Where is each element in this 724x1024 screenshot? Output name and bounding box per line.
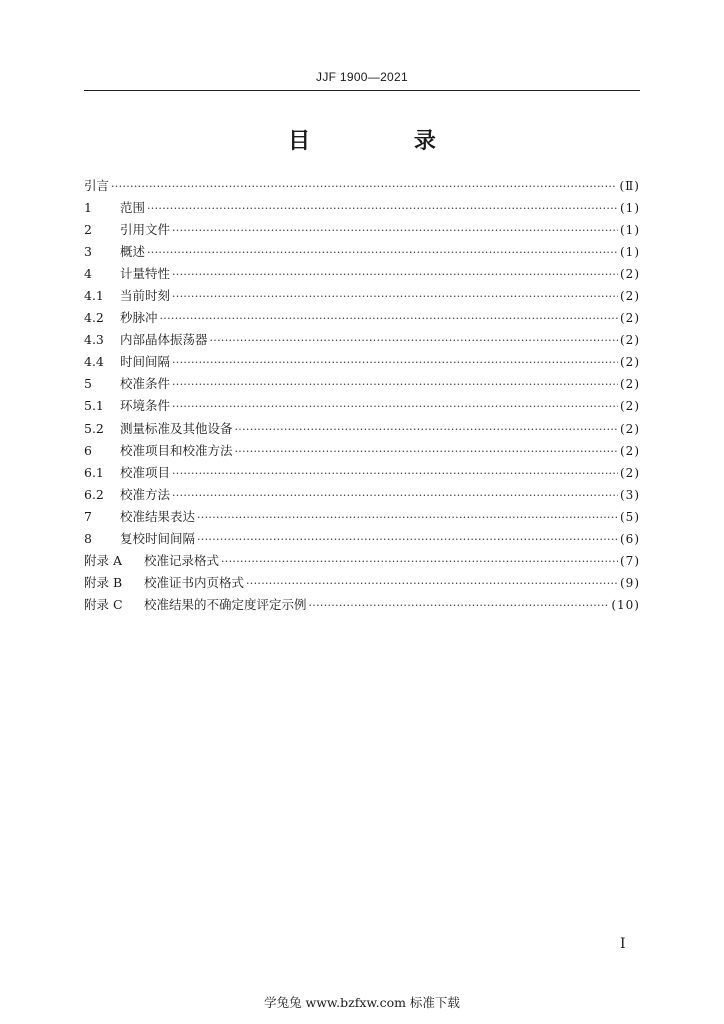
toc-entry-page: (2) (620, 355, 640, 370)
toc-entry-number: 4.1 (84, 288, 104, 304)
toc-entry-page: (5) (620, 509, 640, 524)
toc-entry-page: (Ⅱ) (619, 179, 640, 193)
toc-leader-dots (172, 220, 618, 242)
toc-entry (84, 484, 640, 506)
toc-entry-title: 概述 (120, 244, 146, 260)
toc-entry-title: 复校时间间隔 (120, 530, 196, 546)
toc-entry (84, 572, 640, 594)
page-number: Ⅰ (620, 936, 626, 952)
toc-entry-page: (2) (620, 399, 640, 414)
toc-entry-number: 6.2 (84, 486, 104, 502)
toc-leader-dots (197, 529, 618, 551)
toc-entry-title: 校准记录格式 (144, 552, 220, 568)
toc-entry-title: 测量标准及其他设备 (120, 420, 233, 436)
toc-entry (84, 351, 640, 373)
toc-entry (84, 241, 640, 263)
toc-entry-title: 内部晶体振荡器 (120, 332, 208, 348)
toc-entry-number: 8 (84, 530, 92, 546)
toc-entry-number: 2 (84, 222, 92, 238)
toc-entry-number: 6.1 (84, 464, 104, 480)
toc-entry-page: (2) (620, 289, 640, 304)
toc-leader-dots (160, 308, 618, 330)
toc-entry-title: 校准方法 (120, 486, 171, 502)
toc-entry-page: (1) (620, 223, 640, 238)
toc-leader-dots (210, 330, 618, 352)
toc-leader-dots (235, 441, 618, 463)
toc-entry-number: 5.2 (84, 420, 104, 436)
toc-entry-number: 附录 A (84, 552, 123, 568)
toc-entry-number: 附录 C (84, 596, 123, 612)
toc-entry-title: 引用文件 (120, 222, 171, 238)
toc-entry (84, 307, 640, 329)
toc-entry-title: 校准证书内页格式 (144, 574, 245, 590)
toc-entry (84, 594, 640, 616)
standard-code-header: JJF 1900—2021 (316, 70, 408, 84)
toc-leader-dots (172, 463, 618, 485)
toc-entry (84, 219, 640, 241)
toc-leader-dots (147, 198, 618, 220)
toc-entry-number: 4.4 (84, 354, 104, 370)
toc-entry-page: (2) (620, 421, 640, 436)
toc-entry-title: 校准结果表达 (120, 508, 196, 524)
toc-entry (84, 285, 640, 307)
toc-entry-title: 秒脉冲 (120, 310, 158, 326)
toc-entry-title: 环境条件 (120, 398, 171, 414)
toc-entry-number: 4.2 (84, 310, 104, 326)
toc-entry-number: 5.1 (84, 398, 104, 414)
toc-leader-dots (172, 374, 618, 396)
toc-entry (84, 197, 640, 219)
toc-entry-title: 引言 (84, 178, 110, 193)
toc-leader-dots (172, 264, 618, 286)
toc-entry-number: 7 (84, 508, 92, 524)
toc-entry-page: (3) (620, 487, 640, 502)
toc-entry-page: (10) (611, 597, 640, 612)
toc-entry-page: (2) (620, 377, 640, 392)
toc-entry (84, 263, 640, 285)
toc-leader-dots (235, 419, 618, 441)
toc-entry-number: 6 (84, 442, 92, 458)
toc-entry (84, 373, 640, 395)
toc-leader-dots (147, 242, 618, 264)
toc-entry-number: 4 (84, 266, 92, 282)
toc-leader-dots (172, 286, 618, 308)
toc-leader-dots (172, 352, 618, 374)
toc-leader-dots (221, 551, 618, 573)
toc-entry-number: 5 (84, 376, 92, 392)
toc-entry-title: 校准结果的不确定度评定示例 (144, 596, 307, 612)
header-rule (84, 90, 640, 91)
table-of-contents (84, 175, 640, 616)
toc-entry-title: 范围 (120, 200, 146, 216)
toc-entry (84, 418, 640, 440)
toc-entry-title: 校准项目 (120, 464, 171, 480)
toc-entry-page: (2) (620, 465, 640, 480)
toc-entry (84, 506, 640, 528)
toc-leader-dots (172, 396, 618, 418)
toc-leader-dots (309, 595, 610, 617)
toc-title: 目 录 (288, 128, 484, 154)
toc-leader-dots (172, 485, 618, 507)
toc-entry (84, 175, 640, 197)
toc-entry-page: (2) (620, 267, 640, 282)
toc-entry (84, 440, 640, 462)
toc-entry-title: 当前时刻 (120, 288, 171, 304)
toc-entry (84, 395, 640, 417)
toc-entry-title: 校准条件 (120, 376, 171, 392)
toc-entry-page: (2) (620, 443, 640, 458)
toc-entry (84, 462, 640, 484)
toc-entry-page: (2) (620, 311, 640, 326)
toc-entry-title: 时间间隔 (120, 354, 171, 370)
toc-entry-page: (2) (620, 333, 640, 348)
toc-entry (84, 329, 640, 351)
toc-entry-page: (1) (620, 245, 640, 260)
toc-entry-title: 计量特性 (120, 266, 171, 282)
toc-entry-page: (7) (620, 553, 640, 568)
toc-leader-dots (246, 573, 618, 595)
toc-entry-number: 4.3 (84, 332, 104, 348)
toc-entry-page: (9) (620, 575, 640, 590)
toc-leader-dots (111, 176, 617, 198)
toc-leader-dots (197, 507, 618, 529)
toc-entry-page: (6) (620, 531, 640, 546)
toc-entry (84, 550, 640, 572)
toc-entry-title: 校准项目和校准方法 (120, 442, 233, 458)
toc-entry-number: 附录 B (84, 574, 123, 590)
toc-entry-number: 3 (84, 244, 92, 260)
footer-watermark: 学兔兔 www.bzfxw.com 标准下载 (264, 995, 460, 1010)
toc-entry (84, 528, 640, 550)
toc-entry-number: 1 (84, 200, 92, 216)
toc-entry-page: (1) (620, 201, 640, 216)
